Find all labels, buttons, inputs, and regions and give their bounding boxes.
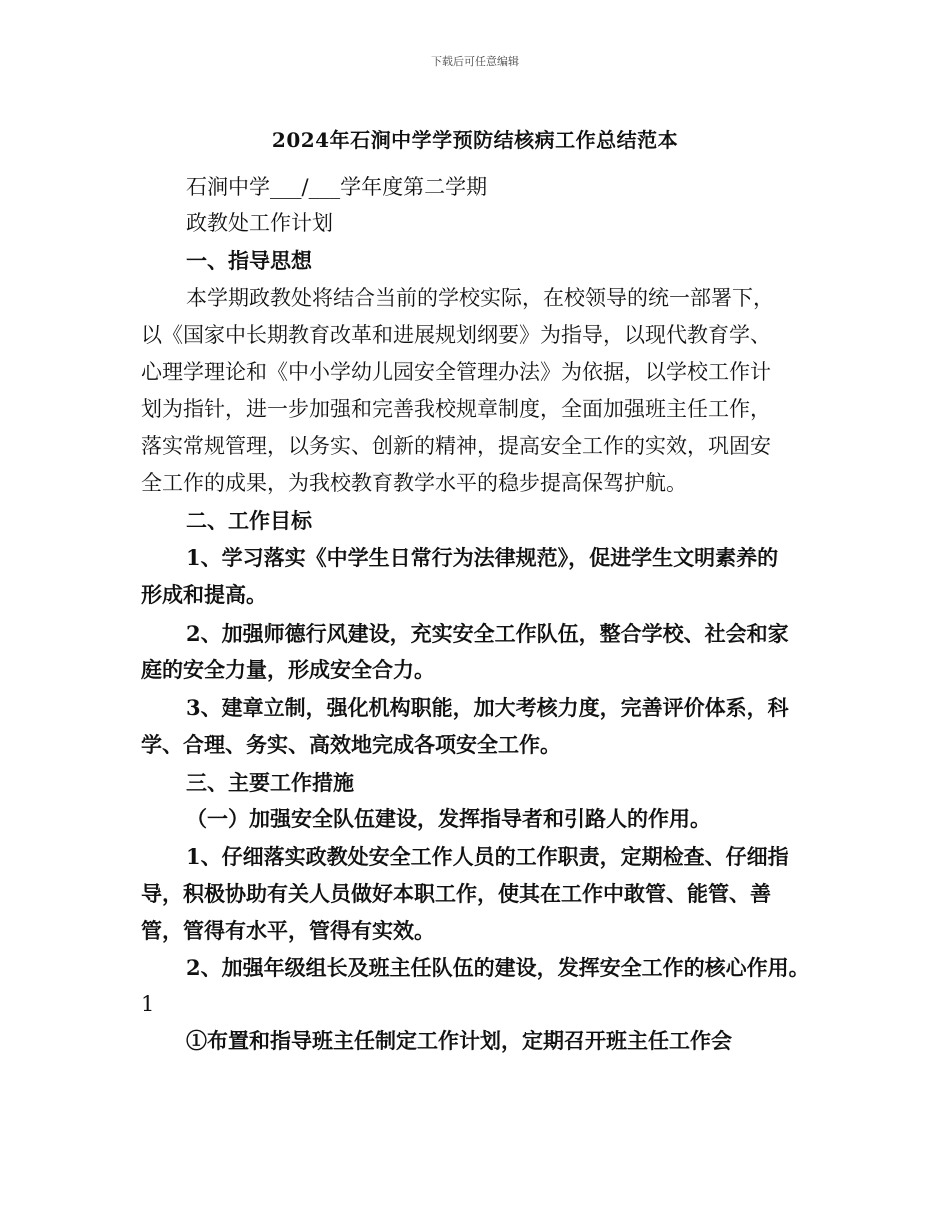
paragraph-line: 落实常规管理，以务实、创新的精神，提高安全工作的实效，巩固安 (141, 434, 771, 458)
goal-item-2-cont: 庭的安全力量，形成安全合力。 (141, 657, 435, 682)
goal-item-1-cont: 形成和提高。 (141, 582, 267, 607)
paragraph-line: 心理学理论和《中小学幼儿园安全管理办法》为依据，以学校工作计 (141, 360, 771, 384)
paragraph-line: 以《国家中长期教育改革和进展规划纲要》为指导，以现代教育学、 (141, 323, 771, 347)
section-heading-1: 一、指导思想 (186, 248, 312, 273)
measure-item-1-cont: 导，积极协助有关人员做好本职工作，使其在工作中敢管、能管、善 (141, 881, 771, 906)
goal-item-1: 1、学习落实《中学生日常行为法律规范》，促进学生文明素养的 (186, 545, 779, 570)
measure-item-1-cont: 管，管得有水平，管得有实效。 (141, 918, 435, 943)
header-note: 下载后可任意编辑 (431, 55, 519, 68)
plan-subtitle: 政教处工作计划 (186, 211, 333, 235)
paragraph-line: 全工作的成果，为我校教育教学水平的稳步提高保驾护航。 (141, 471, 687, 495)
section-heading-2: 二、工作目标 (186, 508, 312, 533)
paragraph-line: 划为指针，进一步加强和完善我校规章制度，全面加强班主任工作， (141, 397, 771, 421)
measure-subitem-1: ①布置和指导班主任制定工作计划，定期召开班主任工作会 (186, 1028, 732, 1053)
goal-item-3-cont: 学、合理、务实、高效地完成各项安全工作。 (141, 732, 561, 757)
page-number: 1 (141, 992, 155, 1016)
document-title: 2024年石涧中学学预防结核病工作总结范本 (271, 128, 679, 152)
section-heading-3: 三、主要工作措施 (186, 770, 354, 795)
goal-item-3: 3、建章立制，强化机构职能，加大考核力度，完善评价体系，科 (186, 695, 789, 720)
paragraph-line: 本学期政教处将结合当前的学校实际，在校领导的统一部署下， (186, 286, 774, 310)
subsection-heading-1: （一）加强安全队伍建设，发挥指导者和引路人的作用。 (186, 806, 711, 831)
measure-item-2: 2、加强年级组长及班主任队伍的建设，发挥安全工作的核心作用。 (186, 955, 810, 980)
school-term-line: 石涧中学___/___学年度第二学期 (186, 175, 488, 199)
measure-item-1: 1、仔细落实政教处安全工作人员的工作职责，定期检查、仔细指 (186, 844, 789, 869)
goal-item-2: 2、加强师德行风建设，充实安全工作队伍，整合学校、社会和家 (186, 621, 789, 646)
